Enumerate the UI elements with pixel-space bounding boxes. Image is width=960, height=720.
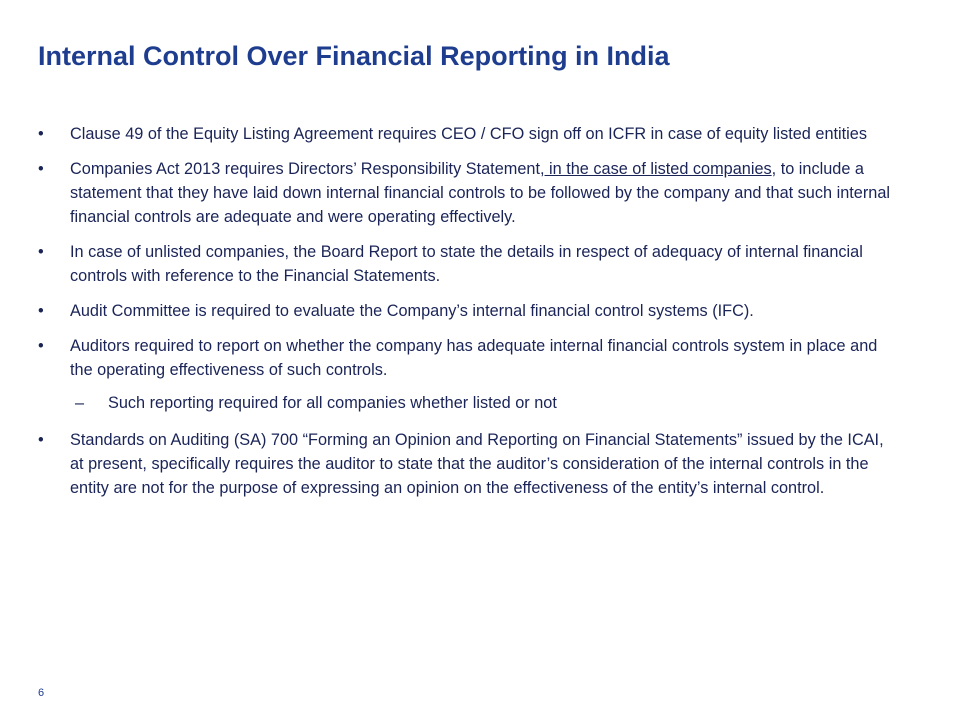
bullet-marker: • — [38, 431, 44, 449]
bullet-audit-committee — [0, 299, 890, 323]
sub-bullet-all-companies — [0, 391, 908, 415]
bullet-unlisted-companies — [0, 240, 890, 288]
bullet-text: Audit Committee is required to evaluate the Company’s internal financial control systems (IFC). — [70, 302, 754, 320]
sub-bullet-marker: – — [75, 394, 85, 412]
bullet-text: In case of unlisted companies, the Board Report to state the details in respect of adequacy of internal financial controls with reference to the Financial Statements. — [70, 243, 863, 285]
bullet-sa-700 — [0, 428, 890, 500]
bullet-companies-act — [0, 157, 890, 229]
bullet-marker: • — [38, 337, 44, 355]
bullet-text-end: , to include a statement that they have laid down internal financial controls to be followed by the company and that such internal financial controls are adequate and were operating effectively. — [70, 160, 890, 226]
bullet-text: Standards on Auditing (SA) 700 “Forming an Opinion and Reporting on Financial Statements” issued by the ICAI, at present, specifically requires the auditor to state that the auditor’s consideration of the internal controls in the entity are not for the purpose of expressing an opinion on the effectiveness of the entity’s internal control. — [70, 431, 884, 497]
page-number: 6 — [38, 687, 45, 699]
bullet-marker: • — [38, 243, 44, 261]
bullet-clause-49 — [0, 122, 890, 146]
bullet-list — [0, 122, 960, 511]
bullet-text: Clause 49 of the Equity Listing Agreement requires CEO / CFO sign off on ICFR in case of equity listed entities — [70, 125, 867, 143]
underlined-phrase: , in the case of listed companies — [539, 160, 772, 178]
bullet-text: Auditors required to report on whether the company has adequate internal financial controls system in place and the operating effectiveness of such controls. — [70, 337, 878, 379]
bullet-marker: • — [38, 125, 44, 143]
bullet-text-start: Companies Act 2013 requires Directors’ Responsibility Statement — [70, 160, 540, 178]
sub-bullet-text: Such reporting required for all companies whether listed or not — [108, 394, 557, 412]
bullet-marker: • — [38, 160, 44, 178]
bullet-auditors-report — [0, 334, 890, 382]
bullet-marker: • — [38, 302, 44, 320]
slide-title: Internal Control Over Financial Reporting in India — [38, 41, 670, 71]
